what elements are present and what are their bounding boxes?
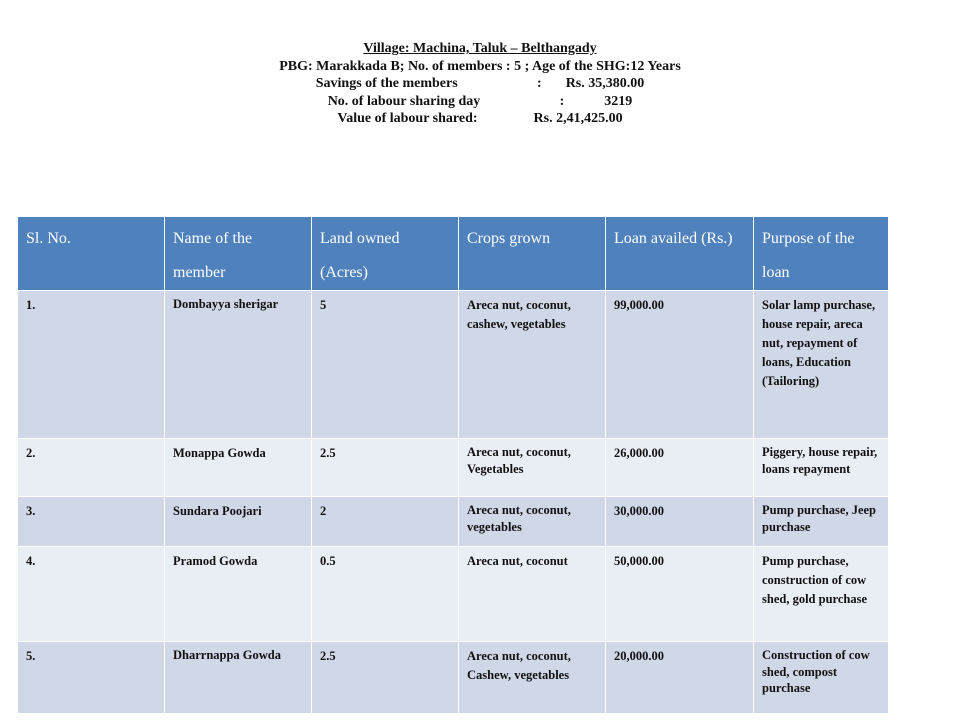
cell-crops-grown: Areca nut, coconut, Cashew, vegetables [459,642,606,714]
column-header-sl-no: Sl. No. [18,217,165,291]
cell-loan-availed: 20,000.00 [606,642,754,714]
cell-sl-no: 5. [18,642,165,714]
cell-member-name: Sundara Poojari [165,497,312,547]
cell-loan-availed: 50,000.00 [606,547,754,642]
savings-line [0,75,960,93]
cell-land-owned: 2.5 [312,642,459,714]
column-header-member-name: Name of the member [165,217,312,291]
cell-land-owned: 0.5 [312,547,459,642]
cell-land-owned: 2.5 [312,439,459,497]
labour-days-separator: : [559,93,565,109]
cell-sl-no: 2. [18,439,165,497]
labour-days-line [0,93,960,111]
cell-member-name: Dombayya sherigar [165,291,312,439]
cell-loan-availed: 30,000.00 [606,497,754,547]
column-header-crops-grown: Crops grown [459,217,606,291]
cell-member-name: Monappa Gowda [165,439,312,497]
labour-value-amount: Rs. 2,41,425.00 [533,111,623,126]
cell-loan-purpose: Pump purchase, construction of cow shed, gold purchase [754,547,889,642]
savings-value: Rs. 35,380.00 [565,76,645,91]
table-header-row [18,217,889,291]
cell-land-owned: 5 [312,291,459,439]
table-row [18,642,889,714]
cell-land-owned: 2 [312,497,459,547]
savings-label: Savings of the members [315,76,458,91]
table-row [18,547,889,642]
labour-days-label: No. of labour sharing day [327,93,481,109]
cell-crops-grown: Areca nut, coconut [459,547,606,642]
cell-member-name: Pramod Gowda [165,547,312,642]
labour-value-line [0,110,960,128]
column-header-land-owned: Land owned (Acres) [312,217,459,291]
village-title: Village: Machina, Taluk – Belthangady [363,41,597,56]
cell-sl-no: 1. [18,291,165,439]
cell-crops-grown: Areca nut, coconut, vegetables [459,497,606,547]
cell-loan-purpose: Construction of cow shed, compost purchase [754,642,889,714]
cell-sl-no: 4. [18,547,165,642]
cell-member-name: Dharrnappa Gowda [165,642,312,714]
cell-crops-grown: Areca nut, coconut, cashew, vegetables [459,291,606,439]
cell-loan-availed: 26,000.00 [606,439,754,497]
labour-days-value: 3219 [604,93,633,109]
pbg-info: PBG: Marakkada B; No. of members : 5 ; Age of the SHG:12 Years [279,58,681,74]
savings-separator: : [537,76,542,91]
table-row [18,291,889,439]
cell-loan-purpose: Solar lamp purchase, house repair, areca nut, repayment of loans, Education (Tailoring) [754,291,889,439]
column-header-loan-purpose: Purpose of the loan [754,217,889,291]
document-header [0,40,960,128]
cell-sl-no: 3. [18,497,165,547]
column-header-loan-availed: Loan availed (Rs.) [606,217,754,291]
cell-loan-availed: 99,000.00 [606,291,754,439]
table-row [18,439,889,497]
cell-loan-purpose: Pump purchase, Jeep purchase [754,497,889,547]
cell-loan-purpose: Piggery, house repair, loans repayment [754,439,889,497]
labour-value-label: Value of labour shared: [337,111,478,126]
table-row [18,497,889,547]
cell-crops-grown: Areca nut, coconut, Vegetables [459,439,606,497]
members-loan-table [17,216,889,714]
